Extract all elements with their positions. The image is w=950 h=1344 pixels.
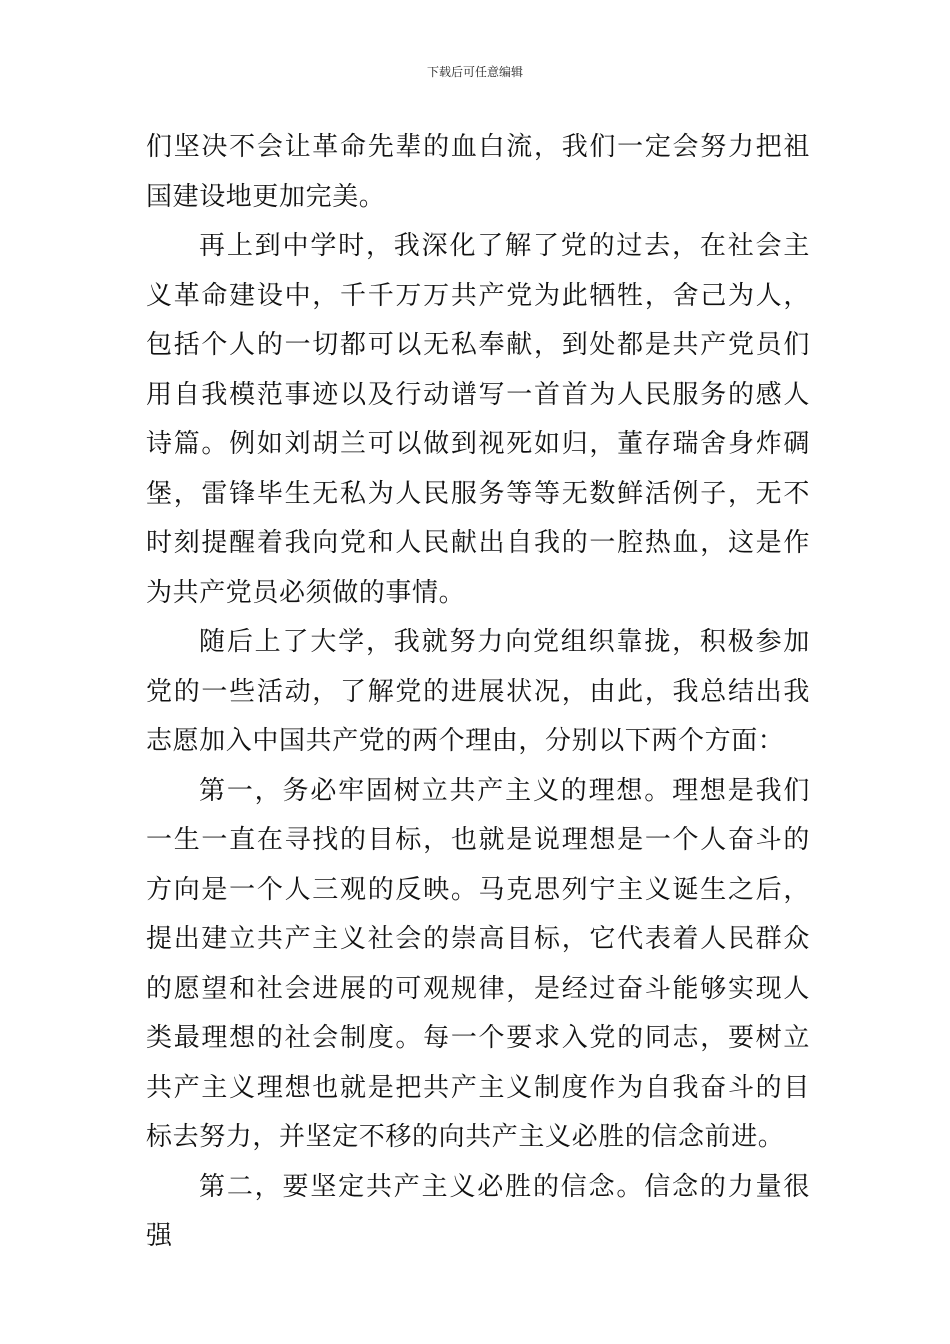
paragraph-3: 随后上了大学，我就努力向党组织靠拢，积极参加党的一些活动，了解党的进展状况，由此，我总结出我志愿加入中国共产党的两个理由，分别以下两个方面： <box>146 627 810 756</box>
document-body <box>146 123 810 1262</box>
paragraph-4: 第一，务必牢固树立共产主义的理想。理想是我们一生一直在寻找的目标，也就是说理想是一个人奋斗的方向是一个人三观的反映。马克思列宁主义诞生之后，提出建立共产主义社会的崇高目标，它代表着人民群众的愿望和社会进展的可观规律，是经过奋斗能够实现人类最理想的社会制度。每一个要求入党的同志，要树立共产主义理想也就是把共产主义制度作为自我奋斗的目标去努力，并坚定不移的向共产主义必胜的信念前进。 <box>146 775 810 1152</box>
paragraph-5: 第二，要坚定共产主义必胜的信念。信念的力量很强 <box>146 1171 810 1251</box>
paragraph-1: 们坚决不会让革命先辈的血白流，我们一定会努力把祖国建设地更加完美。 <box>146 132 810 212</box>
page-header: 下载后可任意编辑 <box>426 65 523 79</box>
paragraph-2: 再上到中学时，我深化了解了党的过去，在社会主义革命建设中，千千万万共产党为此牺牲，舍己为人，包括个人的一切都可以无私奉献，到处都是共产党员们用自我模范事迹以及行动谱写一首首为人民服务的感人诗篇。例如刘胡兰可以做到视死如归，董存瑞舍身炸碉堡，雷锋毕生无私为人民服务等等无数鲜活例子，无不时刻提醒着我向党和人民献出自我的一腔热血，这是作为共产党员必须做的事情。 <box>146 231 810 608</box>
